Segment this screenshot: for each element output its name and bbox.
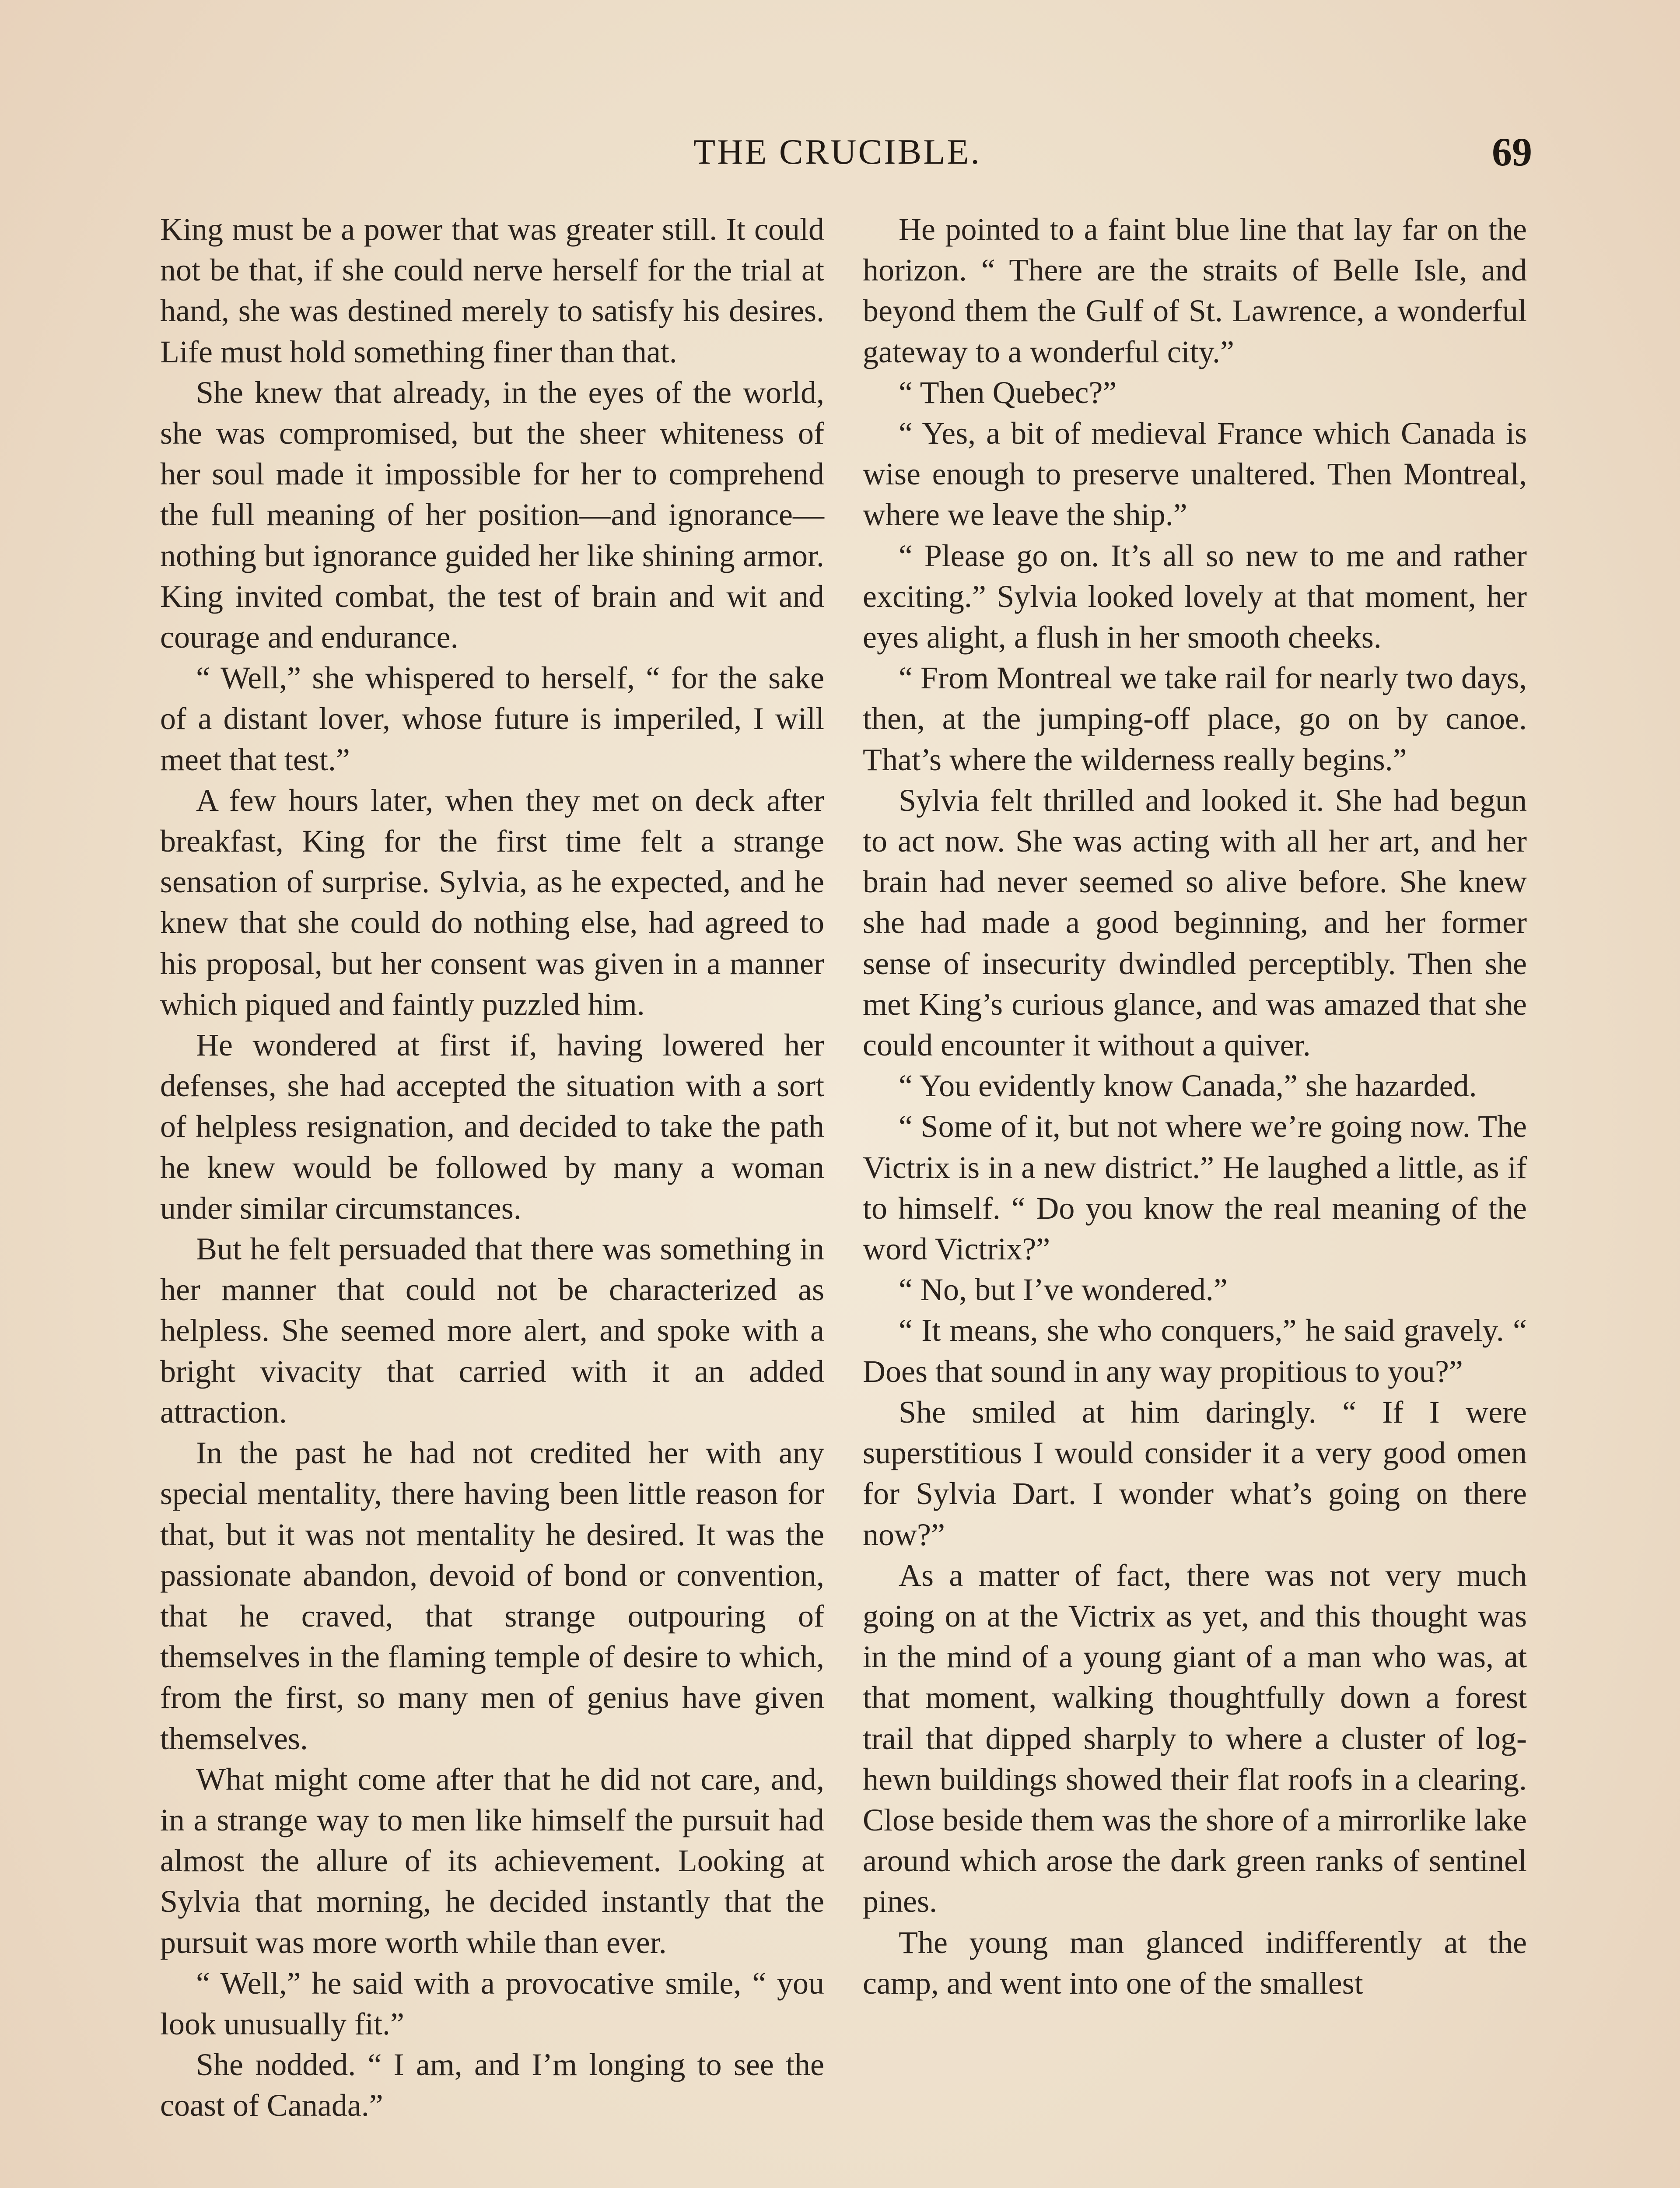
paragraph: A few hours later, when they met on deck after breakfast, King for the first time felt a strange sensation of surprise. Sylvia, as he expected, and he knew that she could do nothing else, had agreed to his proposal, but her consent was given in a manner which piqued and faintly puzzled him. (160, 782, 824, 1022)
right-text-column (863, 209, 1527, 2004)
paragraph: “ From Montreal we take rail for nearly two days, then, at the jumping-off place, go on by canoe. That’s where the wilderness really begins.” (863, 660, 1527, 777)
paragraph: As a matter of fact, there was not very much going on at the Victrix as yet, and this thought was in the mind of a young giant of a man who was, at that moment, walking thoughtfully down a forest trail that dipped sharply to where a cluster of log-hewn buildings showed their flat roofs in a clearing. Close beside them was the shore of a mirrorlike lake around which arose the dark green ranks of sentinel pines. (863, 1557, 1527, 1919)
paragraph: She knew that already, in the eyes of the world, she was compromised, but the sheer whiteness of her soul made it impossible for her to comprehend the full meaning of her position—and ignorance—nothing but ignorance guided her like shining armor. King invited combat, the test of brain and wit and courage and endurance. (160, 375, 824, 655)
paragraph: “ It means, she who conquers,” he said gravely. “ Does that sound in any way propitious to you?” (863, 1313, 1527, 1389)
paragraph: “ Then Quebec?” (899, 375, 1117, 410)
paragraph: “ You evidently know Canada,” she hazarded. (899, 1068, 1477, 1104)
paragraph: What might come after that he did not care, and, in a strange way to men like himself the pursuit had almost the allure of its achievement. Looking at Sylvia that morning, he decided instantly that the pursuit was more worth while than ever. (160, 1761, 824, 1960)
paragraph: In the past he had not credited her with any special mentality, there having been little reason for that, but it was not mentality he desired. It was the passionate abandon, devoid of bond or convention, that he craved, that strange outpouring of themselves in the flaming temple of desire to which, from the first, so many men of genius have given themselves. (160, 1435, 824, 1756)
paragraph: “ Yes, a bit of medieval France which Canada is wise enough to preserve unaltered. Then Montreal, where we leave the ship.” (863, 416, 1527, 533)
paragraph: She smiled at him daringly. “ If I were superstitious I would consider it a very good omen for Sylvia Dart. I wonder what’s going on there now?” (863, 1394, 1527, 1552)
paragraph: “ Please go on. It’s all so new to me and rather exciting.” Sylvia looked lovely at that moment, her eyes alight, a flush in her smooth cheeks. (863, 538, 1527, 655)
paragraph: She nodded. “ I am, and I’m longing to see the coast of Canada.” (160, 2047, 824, 2123)
paragraph: “ Well,” he said with a provocative smile, “ you look unusually fit.” (160, 1965, 824, 2041)
paragraph: “ Some of it, but not where we’re going now. The Victrix is in a new district.” He laughed a little, as if to himself. “ Do you know the real meaning of the word Victrix?” (863, 1109, 1527, 1267)
page-header (0, 127, 1680, 179)
paragraph: “ Well,” she whispered to herself, “ for the sake of a distant lover, whose future is imperiled, I will meet that test.” (160, 660, 824, 777)
left-text-column (160, 209, 824, 2126)
paragraph: But he felt persuaded that there was something in her manner that could not be characterized as helpless. She seemed more alert, and spoke with a bright vivacity that carried with it an added attraction. (160, 1231, 824, 1430)
paragraph: “ No, but I’ve wondered.” (899, 1272, 1228, 1308)
paragraph: Sylvia felt thrilled and looked it. She had begun to act now. She was acting with all her art, and her brain had never seemed so alive before. She knew she had made a good beginning, and her former sense of insecurity dwindled perceptibly. Then she met King’s curious glance, and was amazed that she could encounter it without a quiver. (863, 782, 1527, 1063)
paragraph: He pointed to a faint blue line that lay far on the horizon. “ There are the straits of Belle Isle, and beyond them the Gulf of St. Lawrence, a wonderful gateway to a wonderful city.” (863, 212, 1527, 369)
paragraph: He wondered at first if, having lowered her defenses, she had accepted the situation with a sort of helpless resignation, and decided to take the path he knew would be followed by many a woman under similar circumstances. (160, 1027, 824, 1226)
running-title: THE CRUCIBLE. (693, 132, 981, 172)
paragraph: The young man glanced indifferently at the camp, and went into one of the smallest (863, 1925, 1527, 2001)
paragraph: King must be a power that was greater still. It could not be that, if she could nerve herself for the trial at hand, she was destined merely to satisfy his desires. Life must hold something finer than that. (160, 212, 824, 369)
page-number: 69 (1492, 130, 1532, 174)
